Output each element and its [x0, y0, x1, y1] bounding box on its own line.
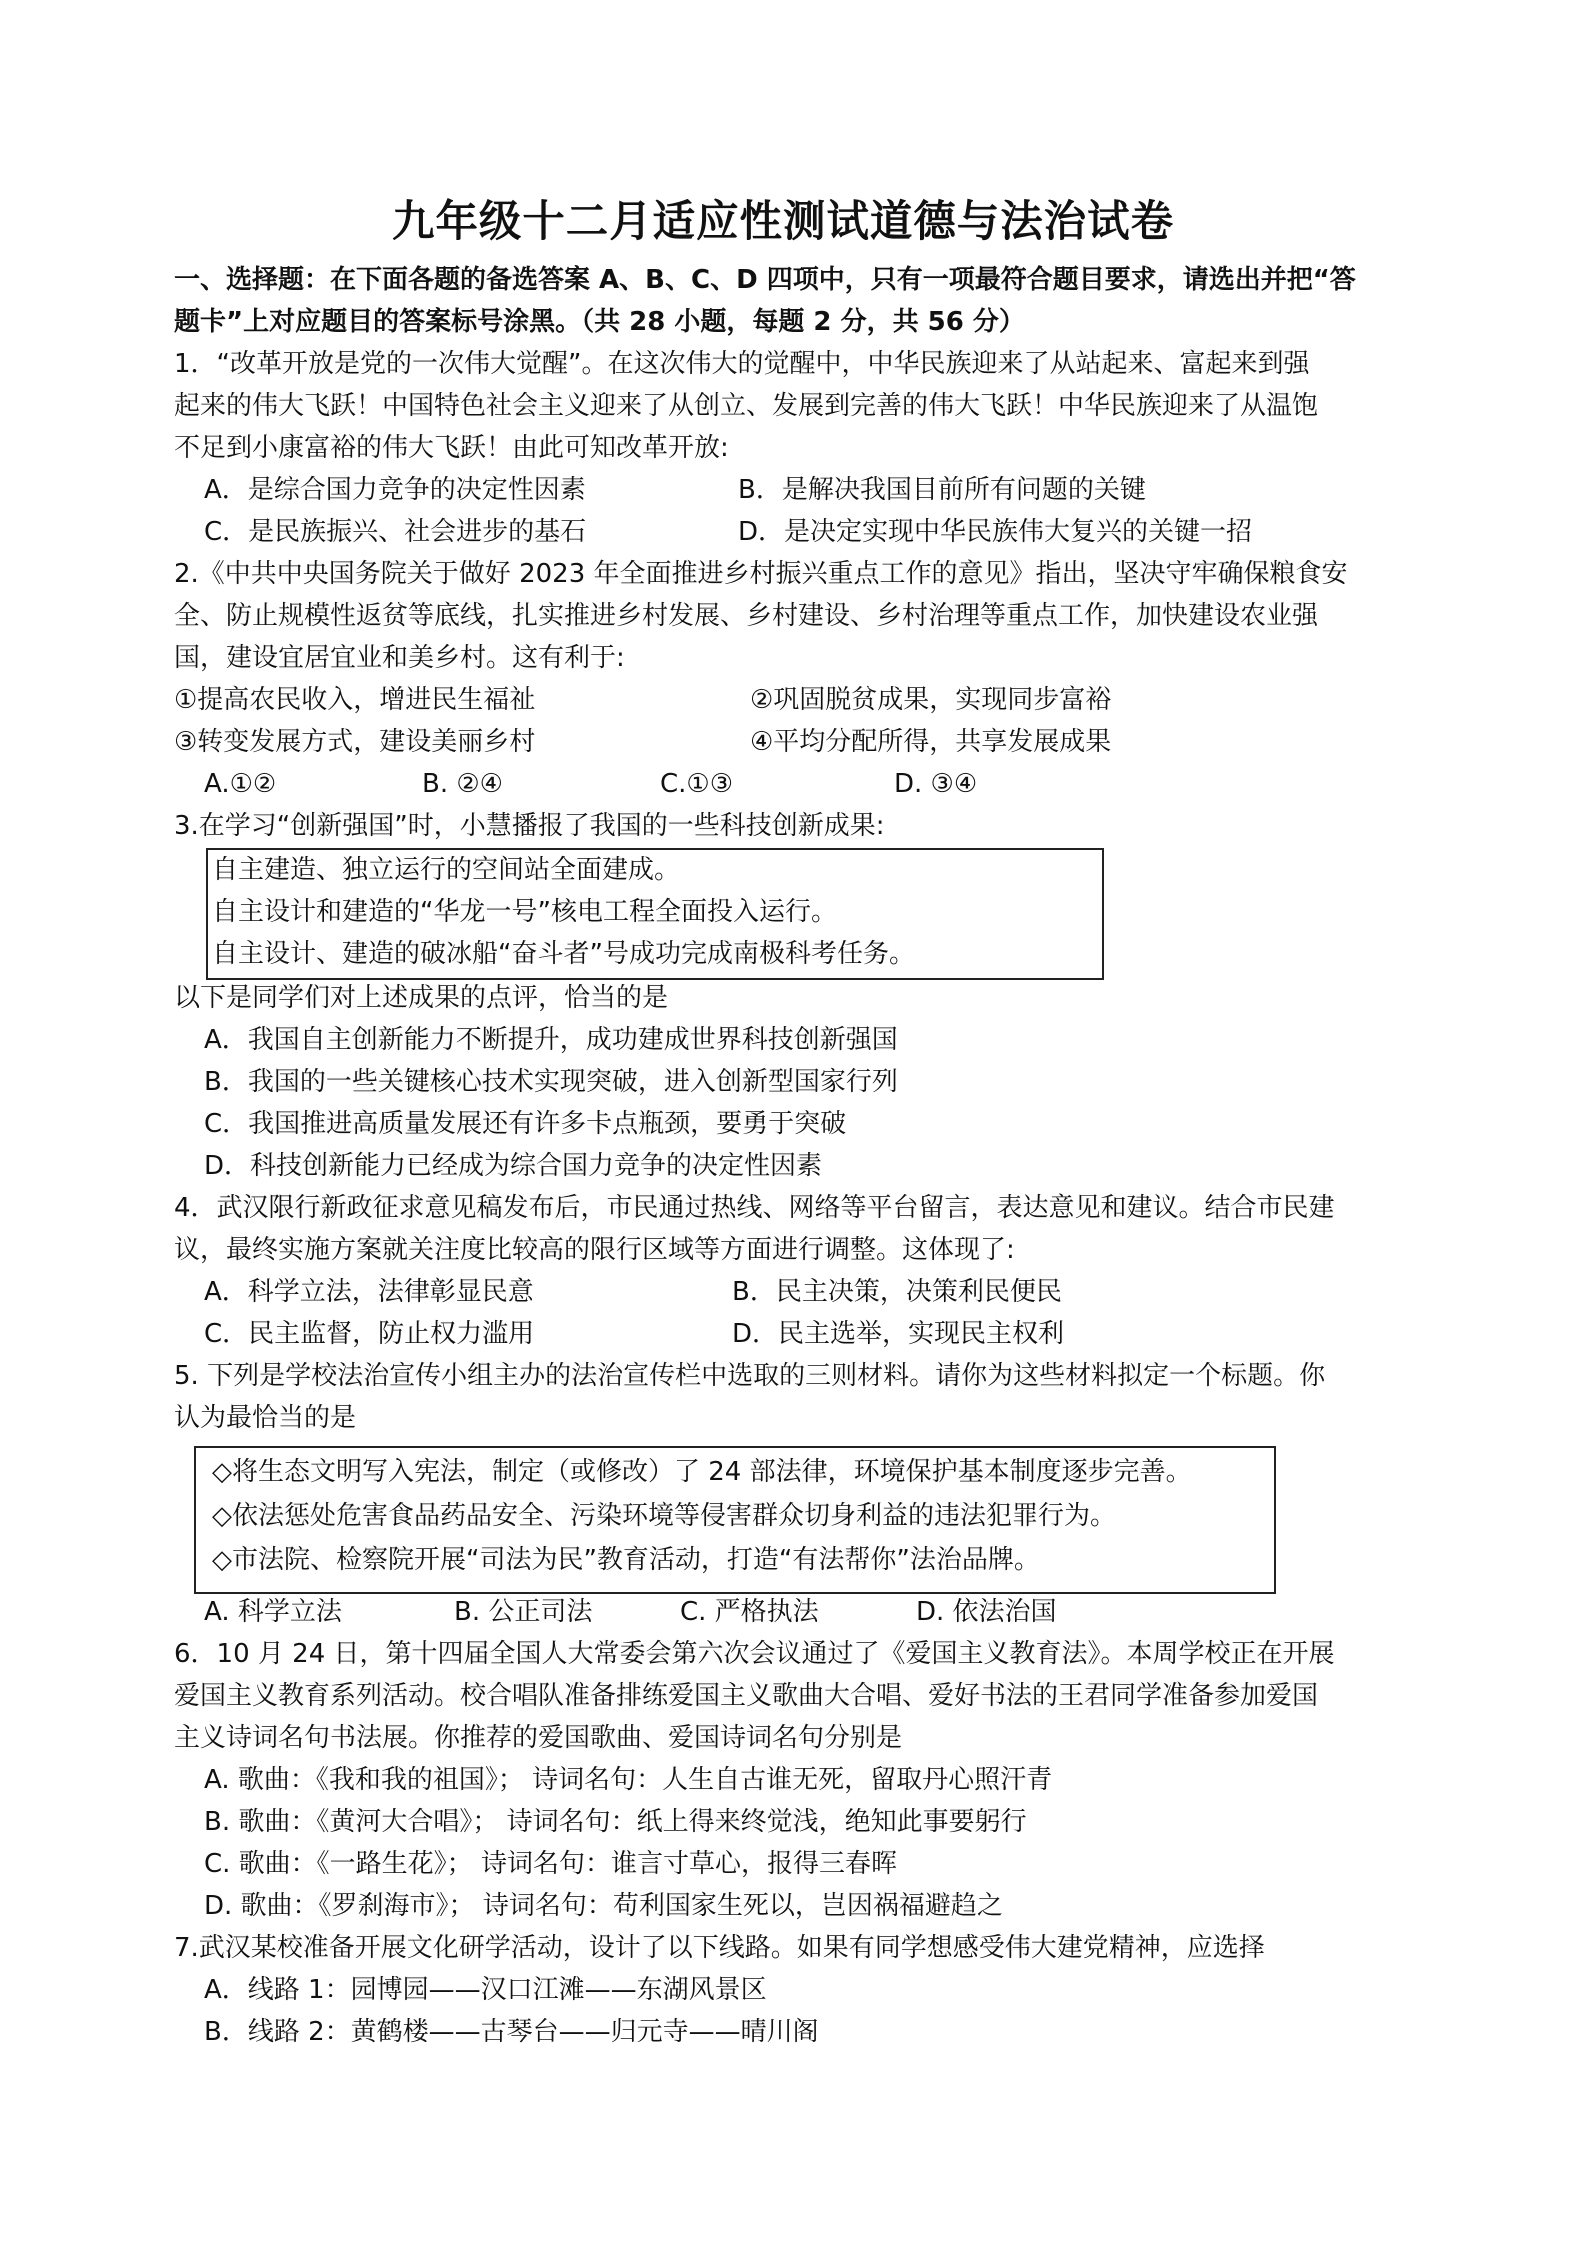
q4-option-c: C．民主监督，防止权力滥用	[204, 1319, 535, 1349]
q4-stem-line-1: 4．武汉限行新政征求意见稿发布后，市民通过热线、网络等平台留言，表达意见和建议。结合市民建	[174, 1193, 1335, 1223]
q2-stem-line-2: 全、防止规模性返贫等底线，扎实推进乡村发展、乡村建设、乡村治理等重点工作，加快建设农业强	[174, 601, 1319, 631]
q3-option-d: D．科技创新能力已经成为综合国力竞争的决定性因素	[204, 1151, 823, 1181]
q3-option-c: C．我国推进高质量发展还有许多卡点瓶颈，要勇于突破	[204, 1109, 847, 1139]
q2-option-c: C.①③	[660, 769, 734, 799]
q3-material-line-3: 自主设计、建造的破冰船“奋斗者”号成功完成南极科考任务。	[212, 939, 915, 969]
q4-option-d: D．民主选举，实现民主权利	[732, 1319, 1065, 1349]
q2-option-b: B. ②④	[422, 769, 503, 799]
q4-option-a: A．科学立法，法律彰显民意	[204, 1277, 534, 1307]
q3-option-a: A．我国自主创新能力不断提升，成功建成世界科技创新强国	[204, 1025, 898, 1055]
q5-stem-line-1: 5. 下列是学校法治宣传小组主办的法治宣传栏中选取的三则材料。请你为这些材料拟定一个标题。你	[174, 1361, 1326, 1391]
q3-stem: 3.在学习“创新强国”时，小慧播报了我国的一些科技创新成果:	[174, 811, 885, 841]
q7-stem: 7.武汉某校准备开展文化研学活动，设计了以下线路。如果有同学想感受伟大建党精神，应选择	[174, 1933, 1265, 1963]
q2-item-2: ②巩固脱贫成果，实现同步富裕	[750, 685, 1112, 715]
q1-option-c: C．是民族振兴、社会进步的基石	[204, 517, 587, 547]
q7-option-a: A．线路 1：园博园——汉口江滩——东湖风景区	[204, 1975, 767, 2005]
q3-material-line-2: 自主设计和建造的“华龙一号”核电工程全面投入运行。	[212, 897, 837, 927]
q3-option-b: B．我国的一些关键核心技术实现突破，进入创新型国家行列	[204, 1067, 898, 1097]
q6-option-c: C. 歌曲：《一路生花》； 诗词名句：谁言寸草心，报得三春晖	[204, 1849, 897, 1879]
q5-material-line-2: ◇依法惩处危害食品药品安全、污染环境等侵害群众切身利益的违法犯罪行为。	[212, 1501, 1116, 1531]
q1-stem-line-2: 起来的伟大飞跃！中国特色社会主义迎来了从创立、发展到完善的伟大飞跃！中华民族迎来了从温饱	[174, 391, 1319, 421]
q5-option-c: C. 严格执法	[680, 1597, 819, 1627]
q6-stem-line-1: 6．10 月 24 日，第十四届全国人大常委会第六次会议通过了《爱国主义教育法》。本周学校正在开展	[174, 1639, 1335, 1669]
q7-option-b: B．线路 2：黄鹤楼——古琴台——归元寺——晴川阁	[204, 2017, 819, 2047]
q4-option-b: B．民主决策，决策利民便民	[732, 1277, 1062, 1307]
q5-option-b: B. 公正司法	[454, 1597, 593, 1627]
q5-option-a: A. 科学立法	[204, 1597, 342, 1627]
q6-option-a: A. 歌曲：《我和我的祖国》； 诗词名句：人生自古谁无死，留取丹心照汗青	[204, 1765, 1053, 1795]
q5-stem-line-2: 认为最恰当的是	[174, 1403, 357, 1433]
q2-stem-line-1: 2.《中共中央国务院关于做好 2023 年全面推进乡村振兴重点工作的意见》指出，坚决守牢确保粮食安	[174, 559, 1348, 589]
q3-material-line-1: 自主建造、独立运行的空间站全面建成。	[212, 855, 681, 885]
q6-option-d: D. 歌曲：《罗刹海市》； 诗词名句：苟利国家生死以，岂因祸福避趋之	[204, 1891, 1003, 1921]
q2-option-a: A.①②	[204, 769, 277, 799]
q2-stem-line-3: 国，建设宜居宜业和美乡村。这有利于:	[174, 643, 625, 673]
q6-option-b: B. 歌曲：《黄河大合唱》； 诗词名句：纸上得来终觉浅，绝知此事要躬行	[204, 1807, 1027, 1837]
q2-option-d: D. ③④	[894, 769, 978, 799]
q1-stem-line-3: 不足到小康富裕的伟大飞跃！由此可知改革开放:	[174, 433, 729, 463]
q1-option-d: D．是决定实现中华民族伟大复兴的关键一招	[738, 517, 1253, 547]
q3-prompt: 以下是同学们对上述成果的点评，恰当的是	[174, 983, 669, 1013]
q2-item-1: ①提高农民收入，增进民生福祉	[174, 685, 536, 715]
page-title: 九年级十二月适应性测试道德与法治试卷	[391, 197, 1175, 247]
section-instruction-line-1: 一、选择题：在下面各题的备选答案 A、B、C、D 四项中，只有一项最符合题目要求，请选出并把“答	[174, 265, 1356, 295]
q1-option-b: B．是解决我国目前所有问题的关键	[738, 475, 1146, 505]
q2-item-3: ③转变发展方式，建设美丽乡村	[174, 727, 536, 757]
q1-stem-line-1: 1．“改革开放是党的一次伟大觉醒”。在这次伟大的觉醒中，中华民族迎来了从站起来、富起来到强	[174, 349, 1310, 379]
q4-stem-line-2: 议，最终实施方案就关注度比较高的限行区域等方面进行调整。这体现了:	[174, 1235, 1015, 1265]
q6-stem-line-3: 主义诗词名句书法展。你推荐的爱国歌曲、爱国诗词名句分别是	[174, 1723, 903, 1753]
q5-option-d: D. 依法治国	[916, 1597, 1057, 1627]
q1-option-a: A．是综合国力竞争的决定性因素	[204, 475, 586, 505]
q5-material-line-3: ◇市法院、检察院开展“司法为民”教育活动，打造“有法帮你”法治品牌。	[212, 1545, 1040, 1575]
q2-item-4: ④平均分配所得，共享发展成果	[750, 727, 1112, 757]
q5-material-line-1: ◇将生态文明写入宪法，制定（或修改）了 24 部法律，环境保护基本制度逐步完善。	[212, 1457, 1192, 1487]
section-instruction-line-2: 题卡”上对应题目的答案标号涂黑。（共 28 小题，每题 2 分，共 56 分）	[174, 307, 1025, 337]
q6-stem-line-2: 爱国主义教育系列活动。校合唱队准备排练爱国主义歌曲大合唱、爱好书法的王君同学准备参加爱国	[174, 1681, 1319, 1711]
